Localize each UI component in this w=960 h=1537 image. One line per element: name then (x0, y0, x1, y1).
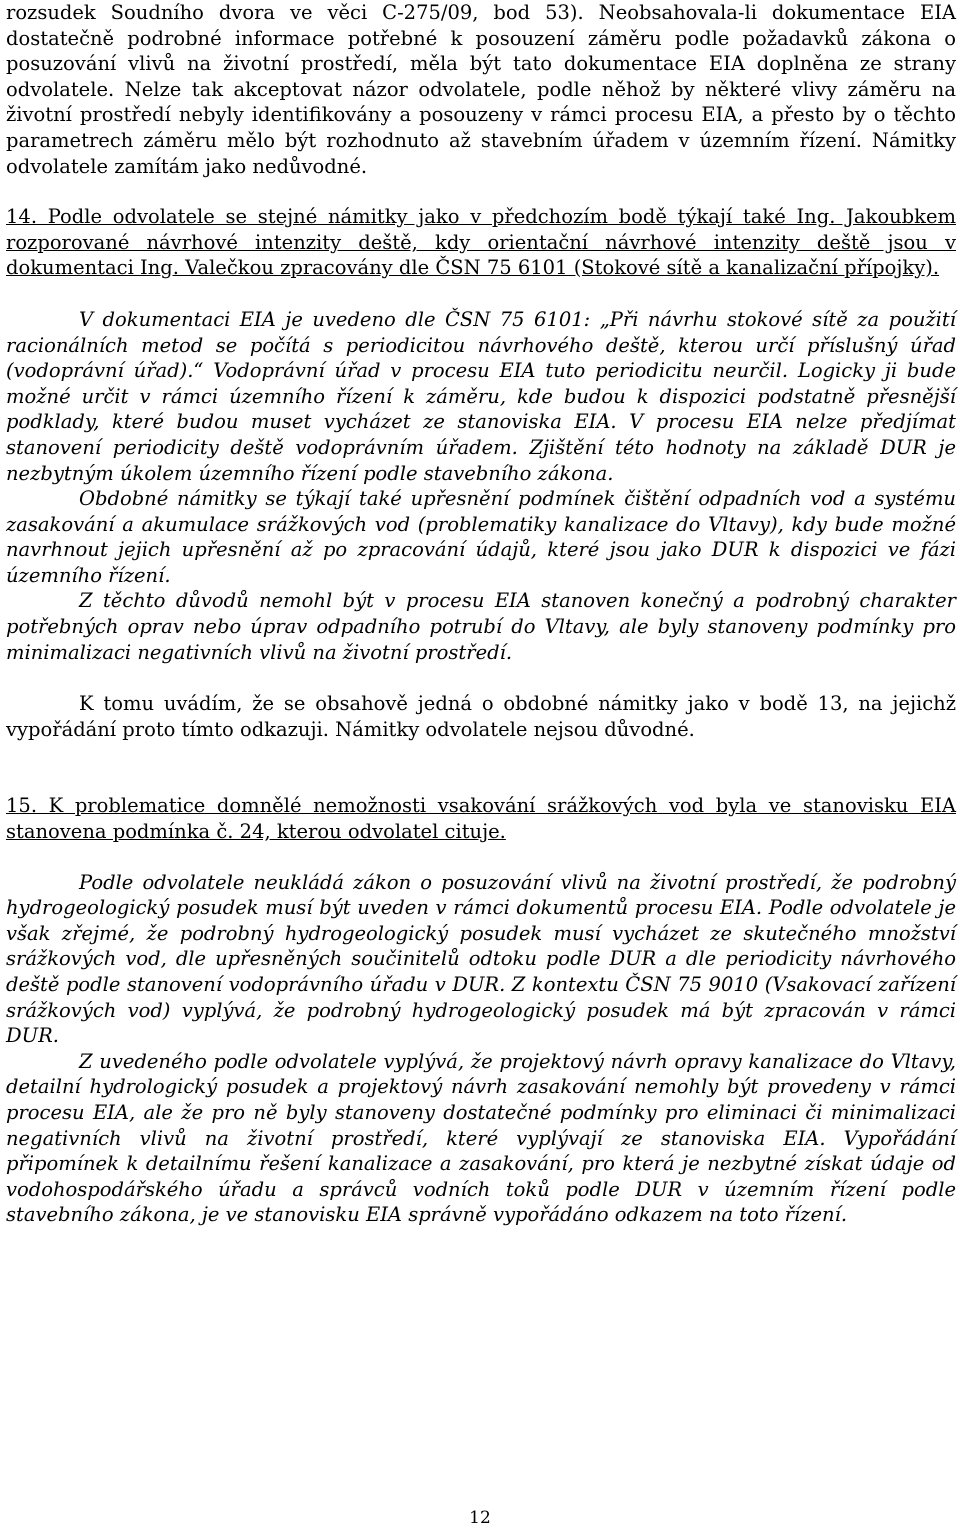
paragraph-14-similar-objections: Obdobné námitky se týkají také upřesnění podmínek čištění odpadních vod a systému zasakování a akumulace srážkových vod (problematiky kanalizace do Vltavy), kdy bude možné navrhnout jejich upřesnění až po zpracování údajů, které jsou jako DUR k dispozici ve fázi územního řízení. (6, 487, 956, 587)
page-number: 12 (469, 1508, 491, 1528)
paragraph-14-eia-rain-periodicity: V dokumentaci EIA je uvedeno dle ČSN 75 6101: „Při návrhu stokové sítě za použití racionálních metod se počítá s periodicitou návrhového deště, kterou určí příslušný úřad (vodoprávní úřad).“ Vodoprávní úřad v procesu EIA tuto periodicitu neurčil. Logicky ji bude možné určit v rámci územního řízení k záměru, kde budou k dispozici podstatně přesnější podklady, které budou muset vycházet ze stanoviska EIA. V procesu EIA nelze předjímat stanovení periodicity deště vodoprávním úřadem. Zjištění této hodnoty na základě DUR je nezbytným úkolem územního řízení podle stavebního zákona. (6, 307, 956, 485)
paragraph-15-conclusion: Z uvedeného podle odvolatele vyplývá, že projektový návrh opravy kanalizace do Vltavy, detailní hydrologický posudek a projektový návrh zasakování nemohly být provedeny v rámci procesu EIA, ale že pro ně byly stanoveny dostatečné podmínky pro eliminaci či minimalizaci negativních vlivů na životní prostředí, které vyplývají ze stanoviska EIA. Vypořádání připomínek k detailnímu řešení kanalizace a zasakování, pro která je nezbytné získat údaje od vodohospodářského úřadu a správců vodních toků podle DUR v územním řízení podle stavebního zákona, je ve stanovisku EIA správně vypořádáno odkazem na toto řízení. (6, 1049, 956, 1227)
paragraph-14-conclusion: K tomu uvádím, že se obsahově jedná o obdobné námitky jako v bodě 13, na jejichž vypořádání proto tímto odkazuji. Námitky odvolatele nejsou důvodné. (6, 692, 956, 741)
document-page (6, 0, 956, 1228)
paragraph-14-reasons: Z těchto důvodů nemohl být v procesu EIA stanoven konečný a podrobný charakter potřebných oprav nebo úprav odpadního potrubí do Vltavy, ale byly stanoveny podmínky pro minimalizaci negativních vlivů na životní prostředí. (6, 589, 956, 664)
paragraph-15-hydrogeology: Podle odvolatele neukládá zákon o posuzování vlivů na životní prostředí, že podrobný hydrogeologický posudek musí být uveden v rámci dokumentů procesu EIA. Podle odvolatele je však zřejmé, že podrobný hydrogeologický posudek musí vycházet ze skutečného množství srážkových vod, dle upřesněných součinitelů odtoku podle DUR a dle periodicity návrhového deště podle stanovení vodoprávního úřadu v DUR. Z kontextu ČSN 75 9010 (Vsakovací zařízení srážkových vod) vyplývá, že podrobný hydrogeologický posudek má být zpracován v rámci DUR. (6, 870, 956, 1048)
point-15-heading: 15. K problematice domnělé nemožnosti vsakování srážkových vod byla ve stanovisku EIA stanovena podmínka č. 24, kterou odvolatel cituje. (6, 794, 956, 844)
paragraph-13-conclusion: rozsudek Soudního dvora ve věci C-275/09, bod 53). Neobsahovala-li dokumentace EIA dostatečně podrobné informace potřebné k posouzení záměru podle požadavků zákona o posuzování vlivů na životní prostředí, měla být tato dokumentace EIA doplněna ze strany odvolatele. Nelze tak akceptovat názor odvolatele, podle něhož by některé vlivy záměru na životní prostředí nebyly identifikovány a posouzeny v rámci procesu EIA, a přesto by o těchto parametrech záměru mělo být rozhodnuto až stavebním úřadem v územním řízení. Námitky odvolatele zamítám jako nedůvodné. (6, 1, 956, 178)
point-14-heading: 14. Podle odvolatele se stejné námitky jako v předchozím bodě týkají také Ing. Jakoubkem rozporované návrhové intenzity deště, kdy orientační návrhové intenzity deště jsou v dokumentaci Ing. Valečkou zpracovány dle ČSN 75 6101 (Stokové sítě a kanalizační přípojky). (6, 205, 956, 280)
